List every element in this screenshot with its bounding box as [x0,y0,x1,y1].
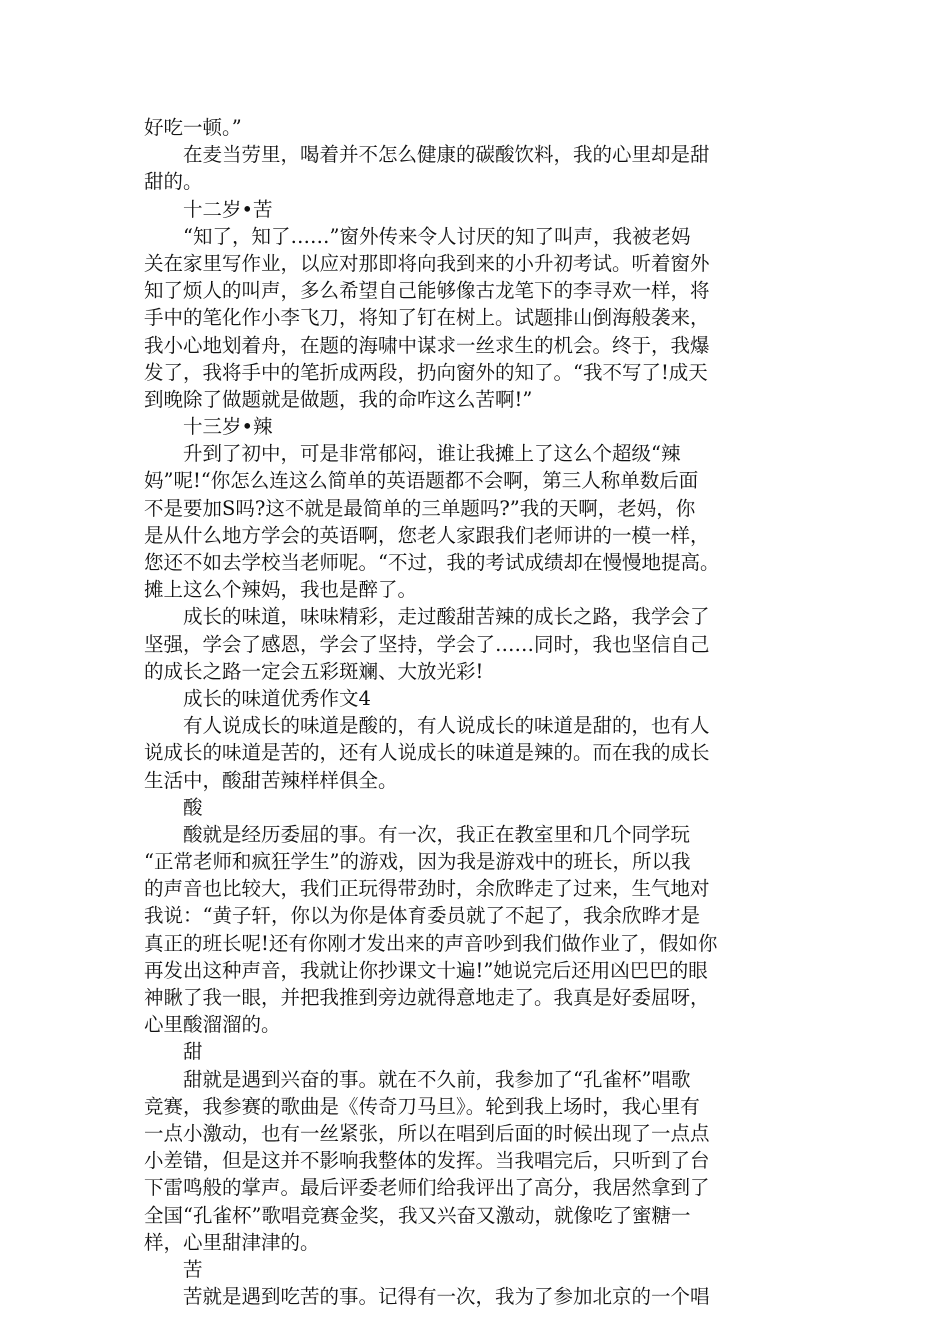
text-line: 甜的。 [144,170,203,194]
text-line: 坚强，学会了感恩，学会了坚持，学会了……同时，我也坚信自己 [144,632,710,656]
text-line: 小差错，但是这并不影响我整体的发挥。当我唱完后，只听到了台 [144,1149,710,1173]
text-line: 关在家里写作业，以应对那即将向我到来的小升初考试。听着窗外 [144,251,710,275]
text-line: 苦就是遇到吃苦的事。记得有一次，我为了参加北京的一个唱 [144,1285,710,1309]
text-line: 您还不如去学校当老师呢。“不过，我的考试成绩却在慢慢地提高。 [144,551,720,574]
text-line: 甜 [144,1040,203,1064]
text-line: 在麦当劳里，喝着并不怎么健康的碳酸饮料，我的心里却是甜 [144,143,710,167]
text-line: 十二岁•苦 [144,197,273,221]
text-line: 到晚除了做题就是做题，我的命咋这么苦啊!” [144,387,533,411]
text-line: 甜就是遇到兴奋的事。就在不久前，我参加了“孔雀杯”唱歌 [144,1067,691,1091]
text-line: 我说：“黄子轩，你以为你是体育委员就了不起了，我余欣晔才是 [144,904,700,928]
text-line: 妈”呢!“你怎么连这么简单的英语题都不会啊，第三人称单数后面 [144,469,699,493]
text-line: 手中的笔化作小李飞刀，将知了钉在树上。试题排山倒海般袭来， [144,306,710,330]
text-line: 十三岁•辣 [144,415,273,439]
text-line: 是从什么地方学会的英语啊，您老人家跟我们老师讲的一模一样， [144,523,710,547]
text-line: 升到了初中，可是非常郁闷，谁让我摊上了这么个超级“辣 [144,442,681,466]
text-line: 生活中，酸甜苦辣样样俱全。 [144,768,398,792]
text-line: 成长的味道，味味精彩，走过酸甜苦辣的成长之路，我学会了 [144,605,710,629]
text-line: 酸 [144,795,203,819]
text-line: 竞赛，我参赛的歌曲是《传奇刀马旦》。轮到我上场时，我心里有 [144,1094,700,1118]
text-line: 再发出这种声音，我就让你抄课文十遍!”她说完后还用凶巴巴的眼 [144,958,708,982]
text-line: 心里酸溜溜的。 [144,1013,281,1037]
text-line: 的成长之路一定会五彩斑斓、大放光彩! [144,659,484,683]
text-line: 一点小激动，也有一丝紧张，所以在唱到后面的时候出现了一点点 [144,1121,710,1145]
text-line: 的声音也比较大，我们正玩得带劲时，余欣晔走了过来，生气地对 [144,877,710,901]
text-line: 我小心地划着舟，在题的海啸中谋求一丝求生的机会。终于，我爆 [144,333,710,357]
text-line: 酸就是经历委屈的事。有一次，我正在教室里和几个同学玩 [144,822,691,846]
text-line: 好吃一顿。” [144,116,242,139]
text-line: 成长的味道优秀作文4 [144,686,371,710]
text-line: 苦 [144,1257,203,1281]
text-line: 知了烦人的叫声，多么希望自己能够像古龙笔下的李寻欢一样，将 [144,279,710,303]
text-line: 有人说成长的味道是酸的，有人说成长的味道是甜的，也有人 [144,714,710,738]
text-line: 不是要加S吗?这不就是最简单的三单题吗?”我的天啊，老妈，你 [144,496,696,520]
text-line: 下雷鸣般的掌声。最后评委老师们给我评出了高分，我居然拿到了 [144,1176,710,1200]
text-line: 摊上这么个辣妈，我也是醉了。 [144,578,418,602]
text-line: 发了，我将手中的笔折成两段，扔向窗外的知了。“我不写了!成天 [144,360,708,384]
text-line: 说成长的味道是苦的，还有人说成长的味道是辣的。而在我的成长 [144,741,710,765]
text-line: 全国“孔雀杯”歌唱竞赛金奖，我又兴奋又激动，就像吃了蜜糖一 [144,1203,691,1227]
text-line: 神瞅了我一眼，并把我推到旁边就得意地走了。我真是好委屈呀， [144,986,710,1009]
essay-text [144,114,824,1310]
text-line: 真正的班长呢!还有你刚才发出来的声音吵到我们做作业了，假如你 [144,931,718,955]
text-line: “知了，知了……”窗外传来令人讨厌的知了叫声，我被老妈 [144,224,691,248]
text-line: “正常老师和疯狂学生”的游戏，因为我是游戏中的班长，所以我 [144,850,691,874]
text-line: 样，心里甜津津的。 [144,1230,320,1254]
